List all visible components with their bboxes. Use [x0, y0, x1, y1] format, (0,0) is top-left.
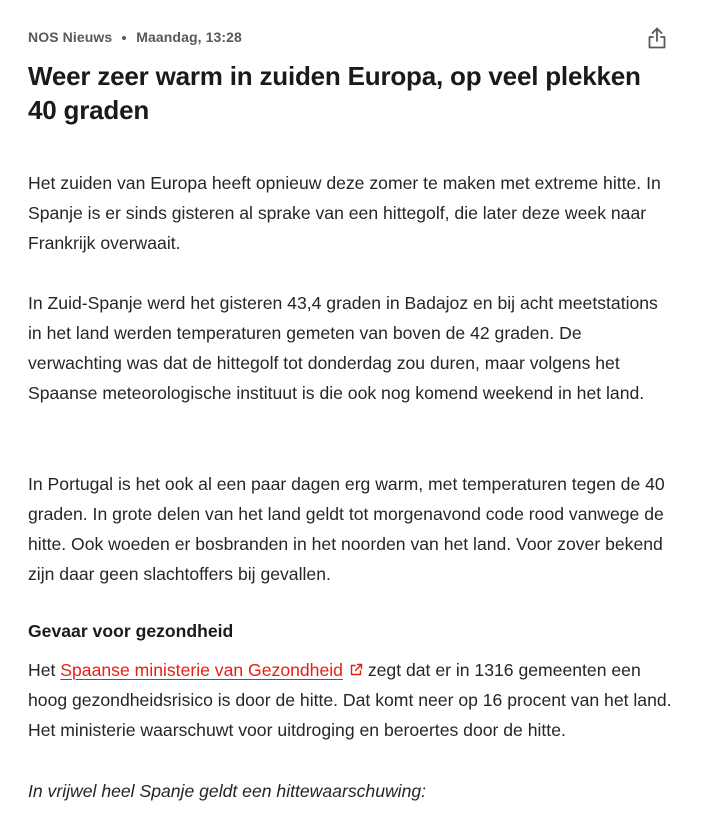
share-icon [644, 25, 670, 51]
share-button[interactable] [644, 25, 670, 51]
timestamp: Maandag, 13:28 [136, 29, 242, 45]
article-paragraph: Het zuiden van Europa heeft opnieuw deze zomer te maken met extreme hitte. In Spanje is er sinds gisteren al sprake van een hittegolf, die later deze week naar Frankrijk overwaait. [28, 173, 661, 253]
article-paragraph: In Zuid-Spanje werd het gisteren 43,4 graden in Badajoz en bij acht meetstations in het land werden temperaturen gemeten van boven de 42 graden. De verwachting was dat de hittegolf tot donderdag zou duren, maar volgens het Spaanse meteorologische instituut is die ook nog komend weekend in het land. [28, 293, 658, 403]
article-paragraph-health [28, 655, 673, 745]
article-meta [28, 27, 242, 47]
italic-caption: In vrijwel heel Spanje geldt een hittewaarschuwing: [28, 781, 427, 801]
article-paragraph: In Portugal is het ook al een paar dagen erg warm, met temperaturen tegen de 40 graden. In grote delen van het land geldt tot morgenavond code rood vanwege de hitte. Ook woeden er bosbranden in het noorden van het land. Voor zover bekend zijn daar geen slachtoffers bij gevallen. [28, 474, 665, 584]
source-label: NOS Nieuws [28, 29, 113, 45]
external-link-icon [349, 663, 363, 677]
paragraph-text: zegt dat er in 1316 gemeenten een hoog gezondheidsrisico is door de hitte. Dat komt neer op 16 procent van het land. Het ministerie waarschuwt voor uitdroging en beroertes door de hitte. [28, 660, 672, 740]
separator-dot [122, 36, 126, 40]
section-heading: Gevaar voor gezondheid [28, 621, 234, 641]
paragraph-text: Het [28, 660, 61, 680]
ministry-link-text: Spaanse ministerie van Gezondheid [60, 660, 343, 680]
ministry-link[interactable] [60, 660, 343, 680]
article-title: Weer zeer warm in zuiden Europa, op veel plekken 40 graden [28, 61, 641, 125]
